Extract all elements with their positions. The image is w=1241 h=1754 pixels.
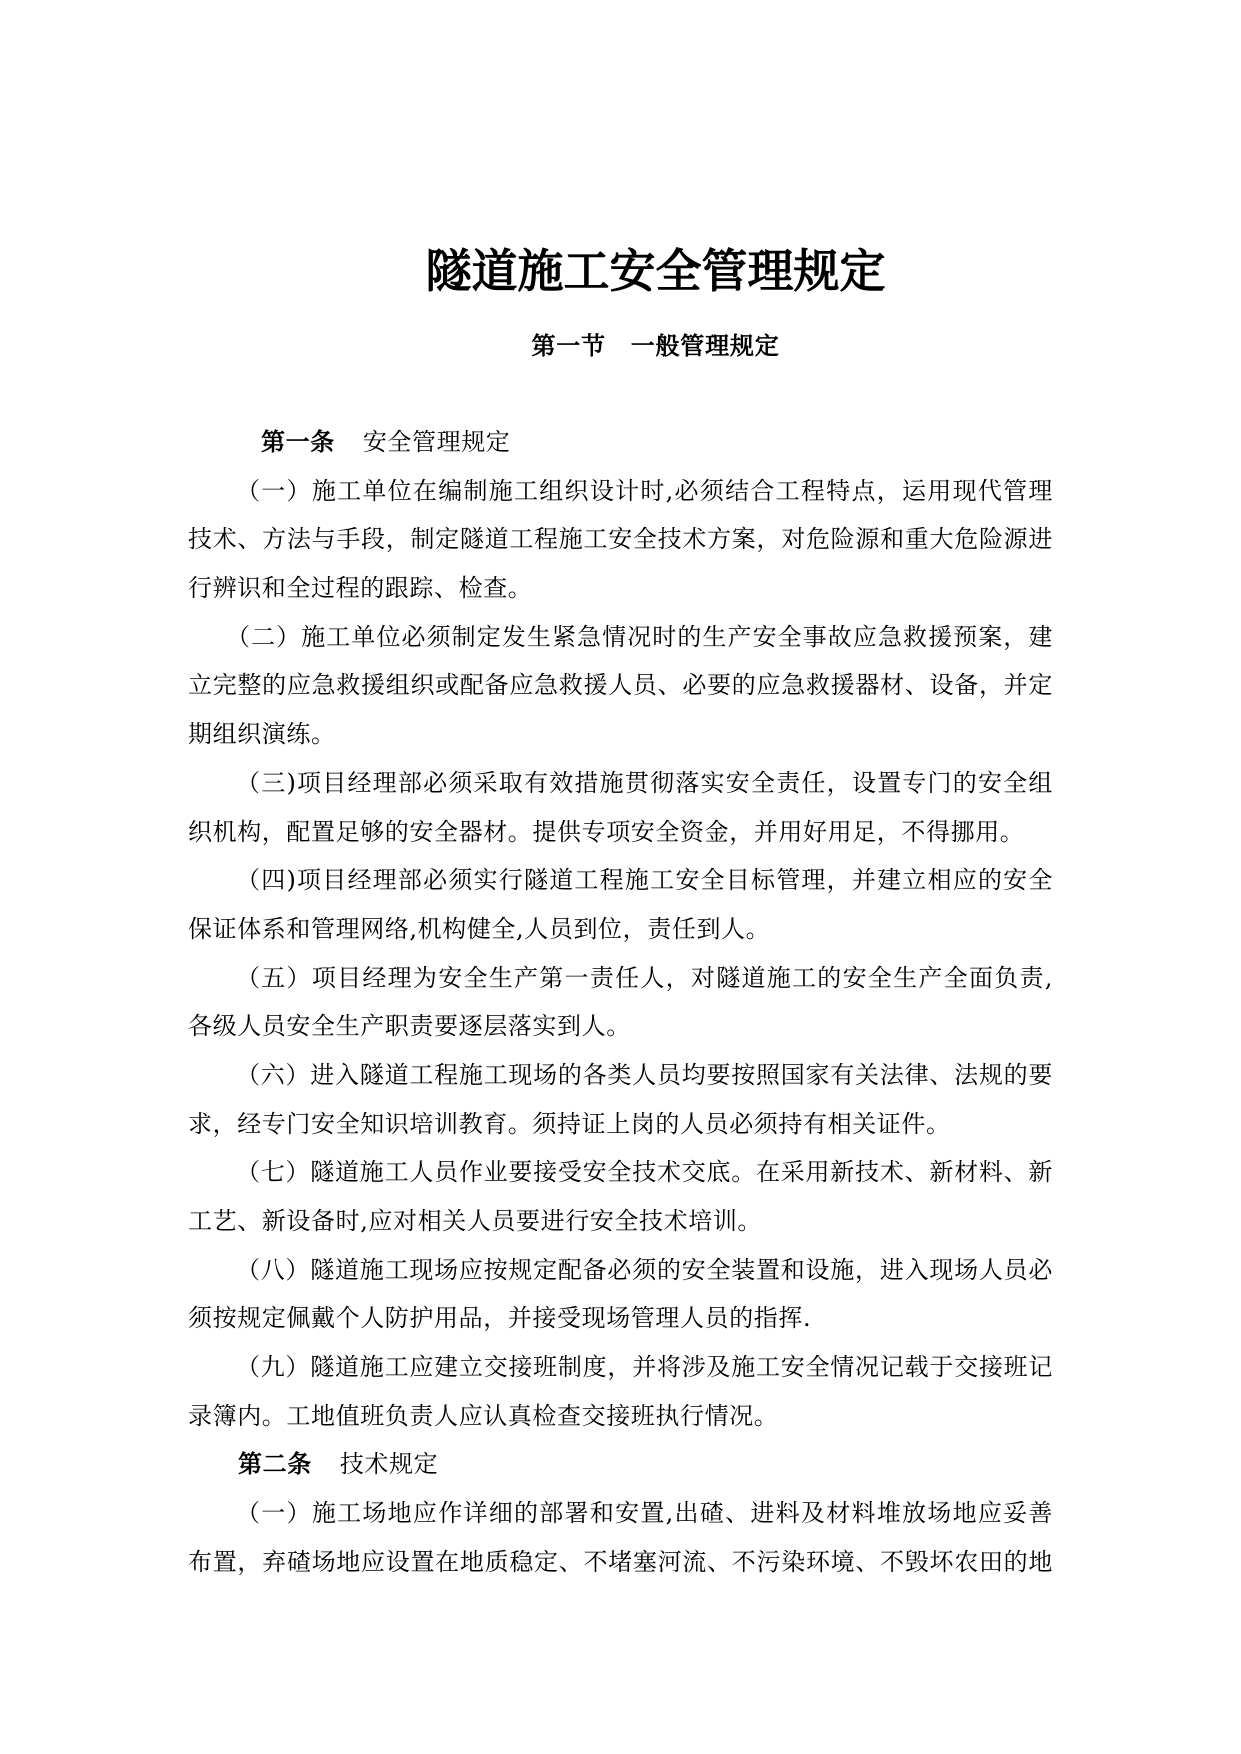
paragraph-line: （一）施工单位在编制施工组织设计时,必须结合工程特点，运用现代管理 [236,476,1053,505]
paragraph [188,1051,1053,1148]
article-label: 第一条 [261,428,335,456]
paragraph-line: 保证体系和管理网络,机构健全,人员到位，责任到人。 [188,914,771,943]
paragraph [188,856,1053,953]
paragraph-line: （二）施工单位必须制定发生紧急情况时的生产安全事故应急救援预案，建 [226,622,1053,651]
paragraph-line: 技术、方法与手段，制定隧道工程施工安全技术方案，对危险源和重大危险源进 [188,525,1053,554]
paragraph-line: （七）隧道施工人员作业要接受安全技术交底。在采用新技术、新材料、新 [236,1158,1053,1187]
paragraph-line: （四)项目经理部必须实行隧道工程施工安全目标管理，并建立相应的安全 [236,866,1053,895]
paragraph-line: （六）进入隧道工程施工现场的各类人员均要按照国家有关法律、法规的要 [236,1060,1053,1089]
article-title: 安全管理规定 [362,428,511,456]
document-body [188,418,1053,1587]
paragraph-line: （三)项目经理部必须采取有效措施贯彻落实安全责任，设置专门的安全组 [236,768,1053,797]
paragraph-line: （一）施工场地应作详细的部署和安置,出碴、进料及材料堆放场地应妥善 [236,1499,1053,1528]
paragraph [188,613,1053,759]
paragraph-line: （八）隧道施工现场应按规定配备必须的安全装置和设施，进入现场人员必 [236,1255,1053,1284]
paragraph-line: 各级人员安全生产职责要逐层落实到人。 [188,1012,631,1041]
paragraph-line: 布置，弃碴场地应设置在地质稳定、不堵塞河流、不污染环境、不毁坏农田的地 [188,1547,1053,1576]
section-heading: 第一节 一般管理规定 [531,332,780,360]
article-title: 技术规定 [339,1450,439,1479]
paragraph-line: 须按规定佩戴个人防护用品，并接受现场管理人员的指挥. [188,1304,812,1333]
paragraph-line: （五）项目经理为安全生产第一责任人，对隧道施工的安全生产全面负责, [236,963,1053,992]
article-heading [188,418,1053,467]
paragraph [188,1489,1053,1586]
paragraph [188,1148,1053,1245]
paragraph-line: 期组织演练。 [188,720,336,749]
paragraph [188,467,1053,613]
document-title: 隧道施工安全管理规定 [425,244,886,298]
paragraph-line: （九）隧道施工应建立交接班制度，并将涉及施工安全情况记载于交接班记 [236,1353,1053,1382]
paragraph-line: 织机构，配置足够的安全器材。提供专项安全资金，并用好用足，不得挪用。 [188,817,1025,846]
paragraph-line: 行辨识和全过程的跟踪、检查。 [188,574,533,603]
paragraph-line: 求，经专门安全知识培训教育。须持证上岗的人员必须持有相关证件。 [188,1109,951,1138]
article-label: 第二条 [238,1450,312,1479]
paragraph-line: 工艺、新设备时,应对相关人员要进行安全技术培训。 [188,1207,763,1235]
paragraph [188,759,1053,856]
paragraph [188,954,1053,1051]
paragraph [188,1246,1053,1343]
paragraph [188,1343,1053,1440]
article-heading [188,1440,1053,1489]
paragraph-line: 录簿内。工地值班负责人应认真检查交接班执行情况。 [188,1401,779,1430]
paragraph-line: 立完整的应急救援组织或配备应急救援人员、必要的应急救援器材、设备，并定 [188,671,1053,700]
